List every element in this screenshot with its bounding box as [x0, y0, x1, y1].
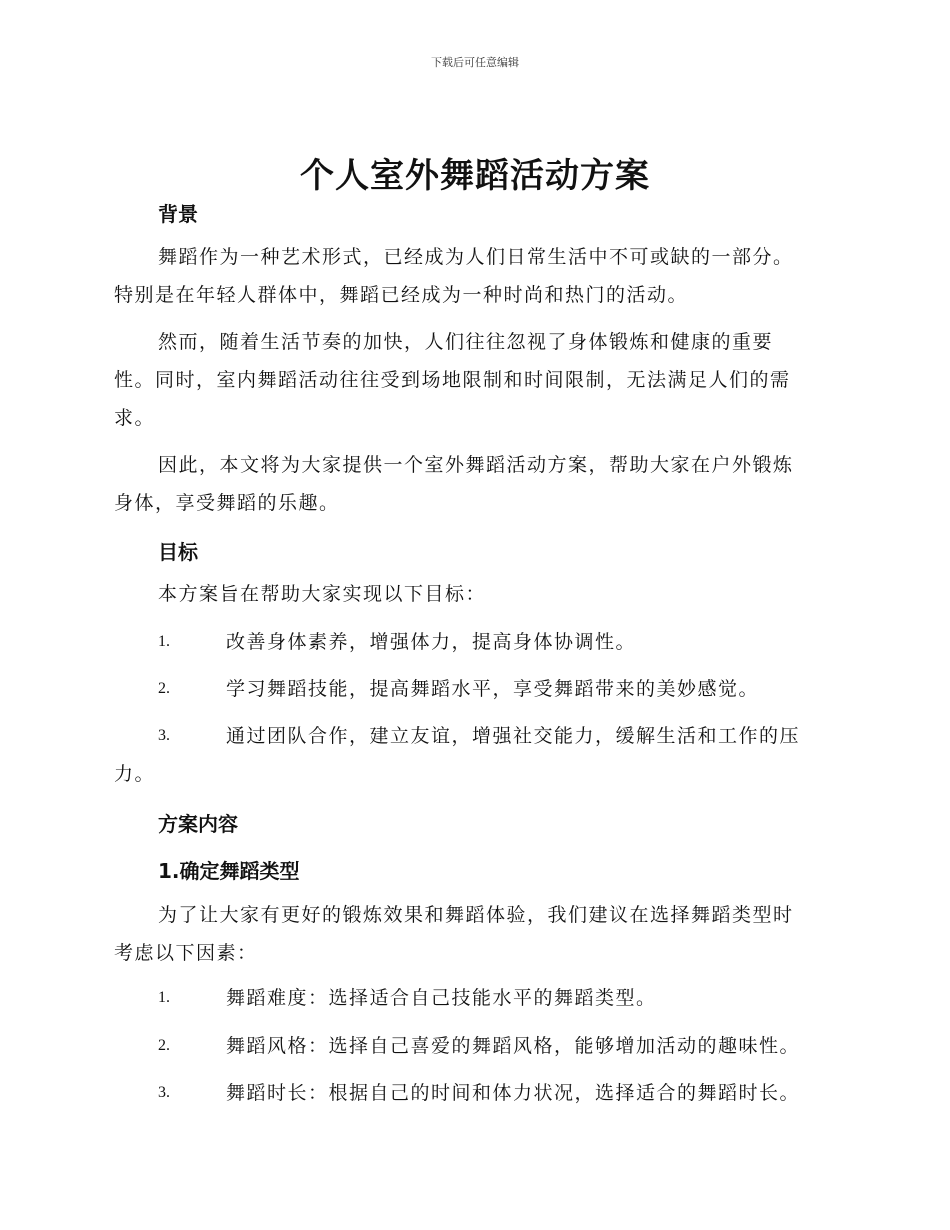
paragraph-line: 考虑以下因素：: [114, 942, 258, 964]
list-text: 舞蹈风格：选择自己喜爱的舞蹈风格，能够增加活动的趣味性。: [226, 1035, 801, 1057]
factor-list-item: [114, 1027, 834, 1065]
subsection-heading-dance-type: 1.确定舞蹈类型: [158, 859, 300, 883]
paragraph-line: 然而，随着生活节奏的加快，人们往往忽视了身体锻炼和健康的重要: [158, 331, 774, 353]
list-number: 1.: [158, 989, 170, 1006]
paragraph-line: 为了让大家有更好的锻炼效果和舞蹈体验，我们建议在选择舞蹈类型时: [158, 904, 794, 926]
section-heading-background: 背景: [158, 202, 198, 226]
list-text: 舞蹈时长：根据自己的时间和体力状况，选择适合的舞蹈时长。: [226, 1082, 801, 1104]
paragraph-line: 性。同时，室内舞蹈活动往往受到场地限制和时间限制，无法满足人们的需: [114, 369, 791, 391]
list-text-continuation: 力。: [114, 763, 156, 785]
paragraph-plan-1: [114, 896, 832, 972]
paragraph-line: 求。: [114, 407, 156, 429]
list-number: 1.: [158, 633, 170, 650]
paragraph-line: 因此，本文将为大家提供一个室外舞蹈活动方案，帮助大家在户外锻炼: [158, 454, 794, 476]
list-text: 舞蹈难度：选择适合自己技能水平的舞蹈类型。: [226, 987, 657, 1009]
list-text: 学习舞蹈技能，提高舞蹈水平，享受舞蹈带来的美妙感觉。: [226, 678, 760, 700]
list-number: 2.: [158, 680, 170, 697]
factor-list-item: [114, 1074, 834, 1112]
goal-list-item: [114, 717, 834, 793]
list-number: 2.: [158, 1037, 170, 1054]
paragraph-background-3: [114, 446, 832, 522]
page-header-note: 下载后可任意编辑: [431, 56, 519, 69]
list-number: 3.: [158, 1084, 170, 1101]
paragraph-line: 特别是在年轻人群体中，舞蹈已经成为一种时尚和热门的活动。: [114, 284, 689, 306]
paragraph-line: 身体，享受舞蹈的乐趣。: [114, 492, 340, 514]
paragraph-line: 本方案旨在帮助大家实现以下目标：: [158, 583, 487, 605]
list-text: 改善身体素养，增强体力，提高身体协调性。: [226, 631, 637, 653]
paragraph-background-1: [114, 238, 832, 314]
list-number: 3.: [158, 727, 170, 744]
paragraph-background-2: [114, 323, 832, 437]
paragraph-line: 舞蹈作为一种艺术形式，已经成为人们日常生活中不可或缺的一部分。: [158, 246, 794, 268]
section-heading-plan: 方案内容: [158, 812, 238, 836]
list-text: 通过团队合作，建立友谊，增强社交能力，缓解生活和工作的压: [226, 725, 801, 747]
factor-list-item: [114, 979, 834, 1017]
goal-list-item: [114, 670, 834, 708]
paragraph-goals-intro: [114, 575, 832, 613]
document-title: 个人室外舞蹈活动方案: [300, 156, 650, 196]
section-heading-goals: 目标: [158, 540, 198, 564]
goal-list-item: [114, 623, 834, 661]
